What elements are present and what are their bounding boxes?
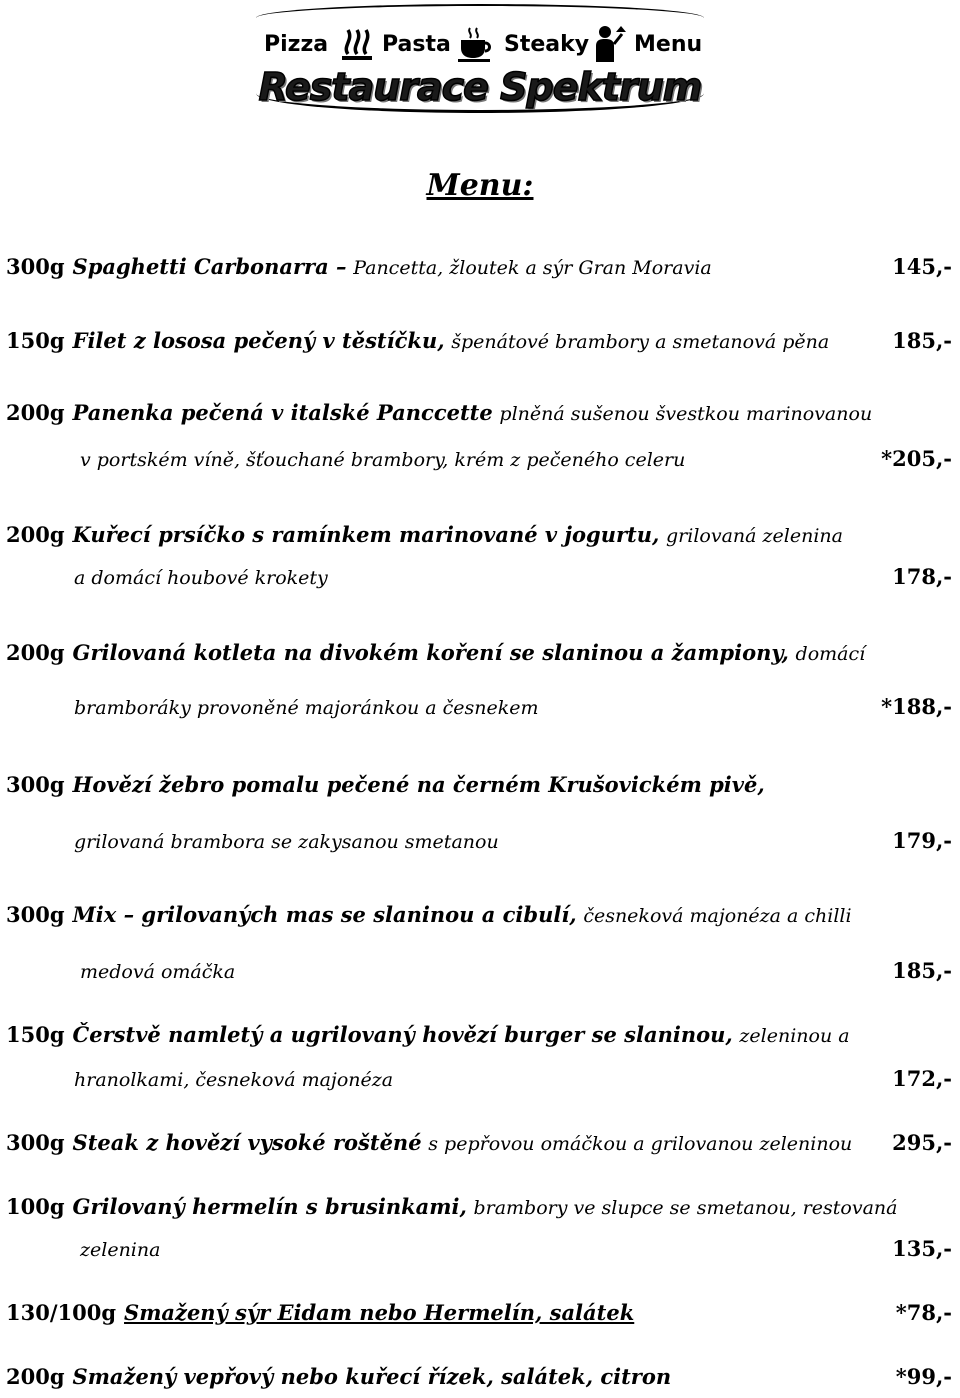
- menu-item-continuation: [74, 824, 952, 858]
- item-description: domácí: [795, 643, 866, 665]
- item-price: 179,-: [892, 828, 952, 853]
- menu-item-continuation: [80, 954, 952, 988]
- item-weight: 300g: [6, 254, 65, 279]
- item-name: Panenka pečená v italské Panccette: [72, 400, 493, 425]
- item-price: *99,-: [895, 1364, 952, 1389]
- waiter-icon: [592, 24, 626, 62]
- item-price: 172,-: [892, 1066, 952, 1091]
- menu-item: [6, 636, 952, 670]
- item-price: 185,-: [892, 328, 952, 353]
- menu-item: [6, 898, 952, 932]
- menu-item: [6, 1360, 952, 1394]
- item-weight: 100g: [6, 1194, 65, 1219]
- item-name: Grilovaný hermelín s brusinkami,: [72, 1194, 467, 1219]
- menu-item: [6, 250, 952, 284]
- item-description: s pepřovou omáčkou a grilovanou zeleninou: [428, 1133, 853, 1155]
- coffee-cup-icon: [458, 24, 492, 62]
- item-weight: 200g: [6, 400, 65, 425]
- item-description: brambory ve slupce se smetanou, restovaná: [473, 1197, 898, 1219]
- menu-item: [6, 768, 952, 802]
- logo-word-steaky: Steaky: [504, 32, 590, 57]
- item-description-2: medová omáčka: [80, 961, 236, 983]
- item-price: 135,-: [892, 1236, 952, 1261]
- menu-item: [6, 518, 952, 552]
- steam-icon: [340, 24, 374, 62]
- item-name: Kuřecí prsíčko s ramínkem marinované v jogurtu,: [72, 522, 660, 547]
- item-price: *205,-: [881, 446, 952, 471]
- menu-item-continuation: [74, 1062, 952, 1096]
- item-price: 295,-: [892, 1130, 952, 1155]
- menu-item: [6, 1018, 952, 1052]
- item-weight: 200g: [6, 522, 65, 547]
- menu-item: [6, 1296, 952, 1330]
- item-price: 145,-: [892, 254, 952, 279]
- restaurant-logo: [256, 4, 704, 116]
- item-weight: 200g: [6, 640, 65, 665]
- menu-item-continuation: [74, 560, 952, 594]
- item-description: grilovaná zelenina: [666, 525, 843, 547]
- item-name: Mix – grilovaných mas se slaninou a cibulí,: [72, 902, 577, 927]
- item-price: 185,-: [892, 958, 952, 983]
- item-description-2: v portském víně, šťouchané brambory, krém z pečeného celeru: [80, 449, 686, 471]
- item-weight: 300g: [6, 772, 65, 797]
- item-description-2: hranolkami, česneková majonéza: [74, 1069, 394, 1091]
- item-weight: 150g: [6, 1022, 65, 1047]
- item-name: Smažený sýr Eidam nebo Hermelín, salátek: [124, 1300, 635, 1325]
- item-price: *188,-: [881, 694, 952, 719]
- menu-item-continuation: [80, 1232, 952, 1266]
- menu-item: [6, 324, 952, 358]
- item-name: Steak z hovězí vysoké roštěné: [72, 1130, 422, 1155]
- item-description-2: grilovaná brambora se zakysanou smetanou: [74, 831, 499, 853]
- menu-item-continuation: [80, 442, 952, 476]
- menu-item-continuation: [74, 690, 952, 724]
- restaurant-name: Restaurace Spektrum: [258, 65, 702, 109]
- logo-word-menu: Menu: [634, 32, 703, 57]
- item-weight: 200g: [6, 1364, 65, 1389]
- logo-arc: [256, 4, 704, 18]
- logo-banner: [256, 64, 704, 113]
- item-description: špenátové brambory a smetanová pěna: [451, 331, 830, 353]
- item-description: zeleninou a: [739, 1025, 850, 1047]
- item-description: česneková majonéza a chilli: [583, 905, 852, 927]
- item-weight: 300g: [6, 1130, 65, 1155]
- item-price: *78,-: [895, 1300, 952, 1325]
- item-name: Grilovaná kotleta na divokém koření se slaninou a žampiony,: [72, 640, 789, 665]
- menu-item: [6, 396, 952, 430]
- item-name: Čerstvě namletý a ugrilovaný hovězí burger se slaninou,: [72, 1022, 733, 1047]
- logo-words: [262, 24, 702, 64]
- item-weight: 300g: [6, 902, 65, 927]
- item-description: plněná sušenou švestkou marinovanou: [499, 403, 873, 425]
- item-name: Hovězí žebro pomalu pečené na černém Krušovickém pivě,: [72, 772, 765, 797]
- item-name: Spaghetti Carbonarra –: [72, 254, 347, 279]
- item-weight: 130/100g: [6, 1300, 117, 1325]
- item-description-2: zelenina: [80, 1239, 161, 1261]
- item-weight: 150g: [6, 328, 65, 353]
- item-description: Pancetta, žloutek a sýr Gran Moravia: [353, 257, 712, 279]
- logo-word-pasta: Pasta: [382, 32, 451, 57]
- logo-word-pizza: Pizza: [264, 32, 329, 57]
- menu-title: Menu:: [426, 168, 534, 203]
- menu-item: [6, 1190, 952, 1224]
- menu-item: [6, 1126, 952, 1160]
- item-price: 178,-: [892, 564, 952, 589]
- item-description-2: bramboráky provoněné majoránkou a česnekem: [74, 697, 539, 719]
- item-description-2: a domácí houbové krokety: [74, 567, 328, 589]
- item-name: Filet z lososa pečený v těstíčku,: [72, 328, 445, 353]
- item-name: Smažený vepřový nebo kuřecí řízek, salátek, citron: [72, 1364, 672, 1389]
